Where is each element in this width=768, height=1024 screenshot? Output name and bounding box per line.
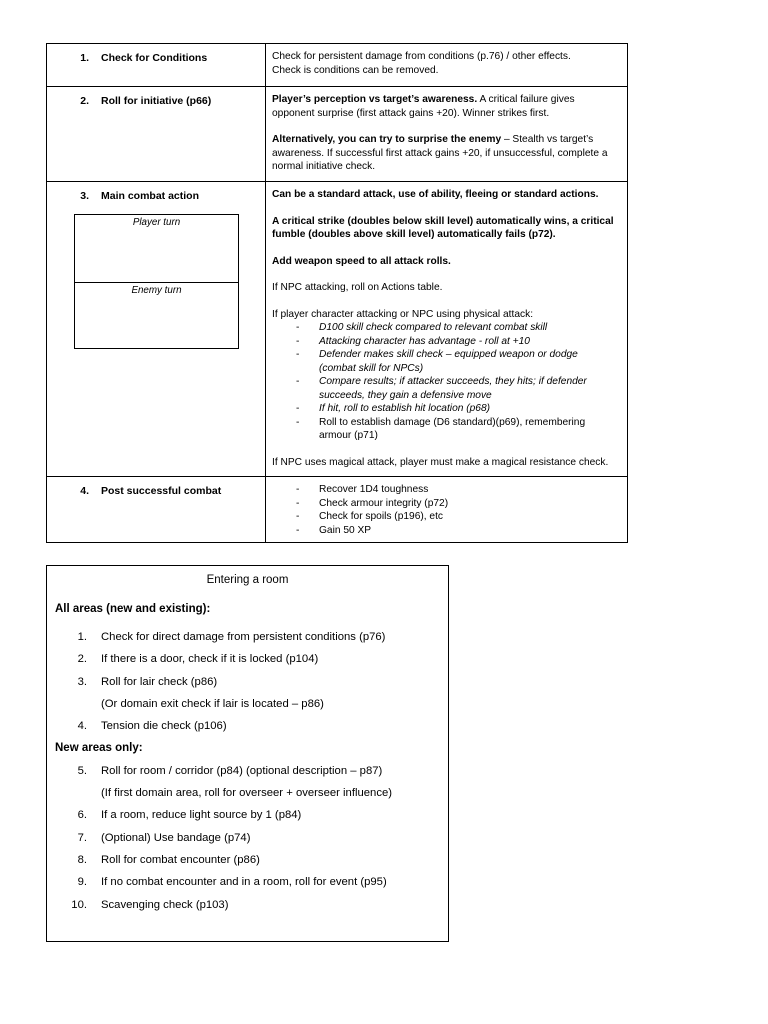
list-item: - Check for spoils (p196), etc bbox=[296, 511, 444, 522]
step-details bbox=[266, 44, 627, 86]
list-item: - Recover 1D4 toughness bbox=[296, 484, 429, 495]
enemy-turn-label: Enemy turn bbox=[131, 285, 182, 296]
step-details bbox=[266, 182, 627, 476]
step-title: Check for Conditions bbox=[101, 52, 208, 64]
list-item: - Check armour integrity (p72) bbox=[296, 497, 449, 509]
bold-phrase: A critical strike (doubles below skill level) automatically wins, a critical bbox=[272, 215, 614, 227]
player-turn-label: Player turn bbox=[132, 217, 181, 228]
bold-phrase: Player’s perception vs target’s awareness. bbox=[272, 94, 478, 105]
step-cell bbox=[47, 87, 266, 181]
step-cell bbox=[47, 182, 266, 476]
list-item: - Roll to establish damage (D6 standard)(p69), remembering armour (p71) bbox=[296, 416, 586, 441]
detail-line: Check is conditions can be removed. bbox=[272, 64, 439, 76]
step-number: 4. bbox=[80, 485, 89, 497]
step-cell bbox=[47, 477, 266, 542]
detail-line: If NPC uses magical attack, player must make a magical resistance check. bbox=[272, 456, 609, 468]
table-row bbox=[47, 87, 627, 182]
list-item: - Compare results; if attacker succeeds, they hits; if defender succeeds, they gain a defensive move bbox=[296, 376, 587, 401]
detail-line bbox=[272, 188, 621, 202]
step-title: Main combat action bbox=[101, 190, 200, 202]
step-cell bbox=[47, 44, 266, 86]
list-item-note: (Or domain exit check if lair is located – p86) bbox=[101, 698, 324, 710]
detail-line: If player character attacking or NPC using physical attack: bbox=[272, 308, 534, 320]
step-details bbox=[266, 477, 627, 542]
detail-text: A critical failure gives bbox=[477, 94, 575, 105]
list-item: - If hit, roll to establish hit location (p68) bbox=[296, 403, 491, 414]
detail-line bbox=[272, 215, 621, 229]
detail-line bbox=[272, 255, 621, 269]
step-details bbox=[266, 87, 627, 181]
list-item: - Defender makes skill check – equipped weapon or dodge (combat skill for NPCs) bbox=[296, 349, 578, 374]
detail-line bbox=[272, 228, 621, 242]
list-item: - D100 skill check compared to relevant combat skill bbox=[296, 322, 548, 333]
list-item-note: (If first domain area, roll for overseer + overseer influence) bbox=[101, 787, 393, 799]
post-combat-list bbox=[272, 483, 621, 537]
detail-line: Check for persistent damage from conditions (p.76) / other effects. bbox=[272, 51, 571, 62]
detail-text: – Stealth vs target’s bbox=[501, 134, 594, 145]
attack-steps-list bbox=[272, 321, 621, 443]
step-title: Post successful combat bbox=[101, 485, 222, 497]
detail-line: opponent surprise (first attack gains +20). Winner strikes first. bbox=[272, 107, 550, 119]
room-box-title: Entering a room bbox=[206, 574, 289, 586]
entering-room-box: Entering a room All areas (new and existing): 1. Check for direct damage from persistent conditions (p76) 2. If there is a door, check if it is locked (p104) 3. Roll for lair check (p86) (Or domain exit check if lair is located – p86) 4. Tension die check (p106) New areas only: 5. Roll for room / corridor (p84) (optional description – p87) (If first domain area, roll for overseer + overseer influence) 6. If a room, reduce light source by 1 (p84) 7. (Optional) Use bandage (p74) 8. Roll for combat encounter (p86) 9. If no combat encounter and in a room, roll for event (p95) 10. Scavenging check (p103) bbox=[46, 565, 449, 942]
detail-line bbox=[272, 93, 621, 107]
table-row bbox=[47, 182, 627, 477]
step-number: 1. bbox=[80, 52, 89, 64]
combat-table bbox=[46, 43, 628, 543]
step-number: 3. bbox=[80, 190, 89, 202]
new-areas-heading: New areas only: bbox=[55, 742, 143, 754]
list-item: - Attacking character has advantage - roll at +10 bbox=[296, 335, 530, 347]
step-number: 2. bbox=[80, 95, 89, 107]
bold-phrase: Add weapon speed to all attack rolls. bbox=[272, 255, 451, 267]
list-item: - Gain 50 XP bbox=[296, 524, 372, 536]
table-row bbox=[47, 477, 627, 542]
bold-phrase: fumble (doubles above skill level) automatically fails (p72). bbox=[272, 229, 556, 240]
all-areas-heading: All areas (new and existing): bbox=[55, 603, 211, 615]
detail-line: If NPC attacking, roll on Actions table. bbox=[272, 282, 443, 293]
detail-line: awareness. If successful first attack gains +20, if unsuccessful, complete a bbox=[272, 147, 608, 159]
bold-phrase: Can be a standard attack, use of ability, fleeing or standard actions. bbox=[272, 189, 599, 200]
step-title: Roll for initiative (p66) bbox=[101, 95, 212, 107]
player-turn-box bbox=[74, 214, 239, 283]
detail-line: normal initiative check. bbox=[272, 161, 376, 172]
bold-phrase: Alternatively, you can try to surprise the enemy bbox=[272, 134, 502, 145]
enemy-turn-box bbox=[74, 282, 239, 349]
table-row bbox=[47, 44, 627, 87]
detail-line bbox=[272, 133, 621, 147]
